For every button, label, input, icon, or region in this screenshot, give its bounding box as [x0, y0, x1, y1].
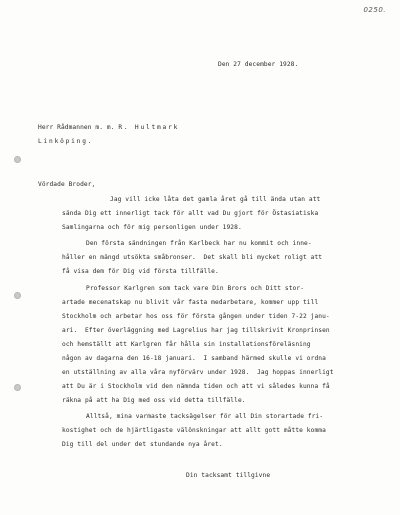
body-line-8: artade mecenatskap nu blivit vår fasta medarbetare, kommer upp till [62, 299, 319, 306]
salutation: Vördade Broder, [38, 181, 96, 188]
recipient-name: R. Hultmark [118, 124, 180, 131]
punch-hole-top [14, 156, 21, 163]
body-line-9: Stockholm och arbetar hos oss för första gången under tiden 7-22 janu- [62, 313, 330, 320]
body-line-15: räkna på att ha Dig med oss vid detta tillfälle. [62, 397, 246, 404]
body-line-6: få visa dem för Dig vid första tillfälle. [62, 268, 219, 275]
closing: Din tacksamt tillgivne [186, 472, 271, 479]
body-line-2: sända Dig ett innerligt tack för allt vad Du gjort för Östasiatiska [62, 210, 319, 217]
punch-hole-bottom [14, 384, 21, 391]
body-line-7: Professor Karlgren som tack vare Din Brors och Ditt stor- [86, 285, 305, 292]
archive-number: 0250. [363, 6, 386, 14]
body-line-18: Dig till del under det stundande nya året. [62, 441, 223, 448]
letter-date: Den 27 december 1928. [218, 61, 299, 68]
body-line-16: Alltså, mina varmaste tacksägelser för all Din storartade fri- [86, 413, 324, 420]
punch-hole-middle [14, 292, 21, 299]
body-line-11: och hemställt att Karlgren får hålla sin installationsföreläsning [62, 341, 311, 348]
body-line-14: att Du är i Stockholm vid den nämnda tiden och att vi således kunna få [62, 383, 330, 390]
body-line-10: ari. Efter överläggning med Lagrelius har jag tillskrivit Kronprinsen [62, 327, 330, 334]
recipient-city: Linköping. [38, 138, 94, 145]
body-line-17: kostighet och de hjärtligaste välönskningar att allt gott måtte komma [62, 427, 326, 434]
body-line-5: håller en mängd utsökta småbronser. Det skall bli mycket roligt att [62, 254, 323, 261]
recipient-title: Herr Rådmannen m. m. [38, 124, 115, 131]
body-line-12: någon av dagarna den 16-18 januari. I samband härmed skulle vi ordna [62, 355, 326, 362]
body-line-13: en utställning av alla våra nyförvärv under 1928. Jag hoppas innerligt [62, 369, 334, 376]
body-line-3: Samlingarna och för mig personligen under 1928. [62, 224, 242, 231]
body-line-1: Jag vill icke låta det gamla året gå till ända utan att [110, 196, 321, 203]
recipient-block [38, 125, 179, 131]
body-line-4: Den första sändningen från Karlbeck har nu kommit och inne- [86, 240, 312, 247]
